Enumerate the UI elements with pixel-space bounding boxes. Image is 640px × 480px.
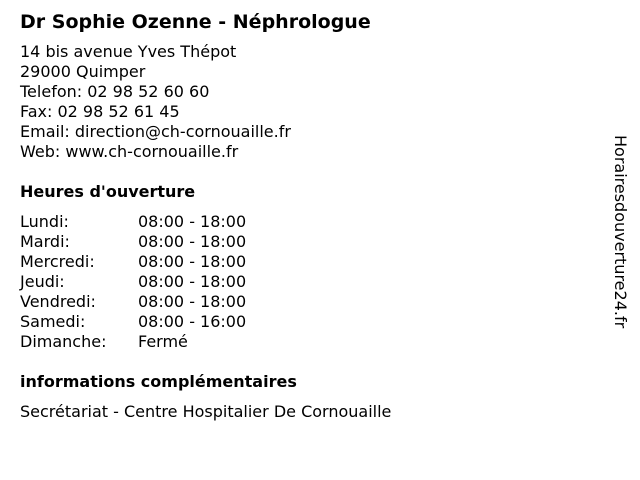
time-range: Fermé	[138, 332, 188, 351]
time-range: 08:00 - 18:00	[138, 232, 247, 251]
time-range: 08:00 - 18:00	[138, 272, 247, 291]
hours-row-thursday	[20, 272, 600, 292]
hours-row-sunday	[20, 332, 600, 352]
day-label: Dimanche:	[20, 332, 107, 351]
website: Web: www.ch-cornouaille.fr	[20, 142, 239, 161]
hours-row-wednesday	[20, 252, 600, 272]
hours-row-saturday	[20, 312, 600, 332]
day-label: Lundi:	[20, 212, 69, 231]
time-range: 08:00 - 18:00	[138, 252, 247, 271]
city-postcode: 29000 Quimper	[20, 62, 146, 81]
day-label: Vendredi:	[20, 292, 96, 311]
hours-heading: Heures d'ouverture	[20, 182, 196, 201]
time-range: 08:00 - 18:00	[138, 292, 247, 311]
day-label: Mardi:	[20, 232, 70, 251]
time-range: 08:00 - 16:00	[138, 312, 247, 331]
day-label: Samedi:	[20, 312, 86, 331]
email-address: Email: direction@ch-cornouaille.fr	[20, 122, 291, 141]
hours-row-monday	[20, 212, 600, 232]
page-title: Dr Sophie Ozenne - Néphrologue	[20, 11, 371, 33]
fax-number: Fax: 02 98 52 61 45	[20, 102, 180, 121]
info-heading: informations complémentaires	[20, 372, 297, 391]
day-label: Mercredi:	[20, 252, 95, 271]
contact-block	[20, 42, 600, 162]
phone-number: Telefon: 02 98 52 60 60	[20, 82, 210, 101]
site-watermark: Horairesdouverture24.fr	[611, 135, 630, 329]
street-address: 14 bis avenue Yves Thépot	[20, 42, 237, 61]
time-range: 08:00 - 18:00	[138, 212, 247, 231]
hours-table	[20, 212, 600, 352]
day-label: Jeudi:	[20, 272, 65, 291]
listing-card	[20, 8, 600, 422]
hours-row-friday	[20, 292, 600, 312]
hours-row-tuesday	[20, 232, 600, 252]
info-text: Secrétariat - Centre Hospitalier De Cornouaille	[20, 402, 392, 421]
